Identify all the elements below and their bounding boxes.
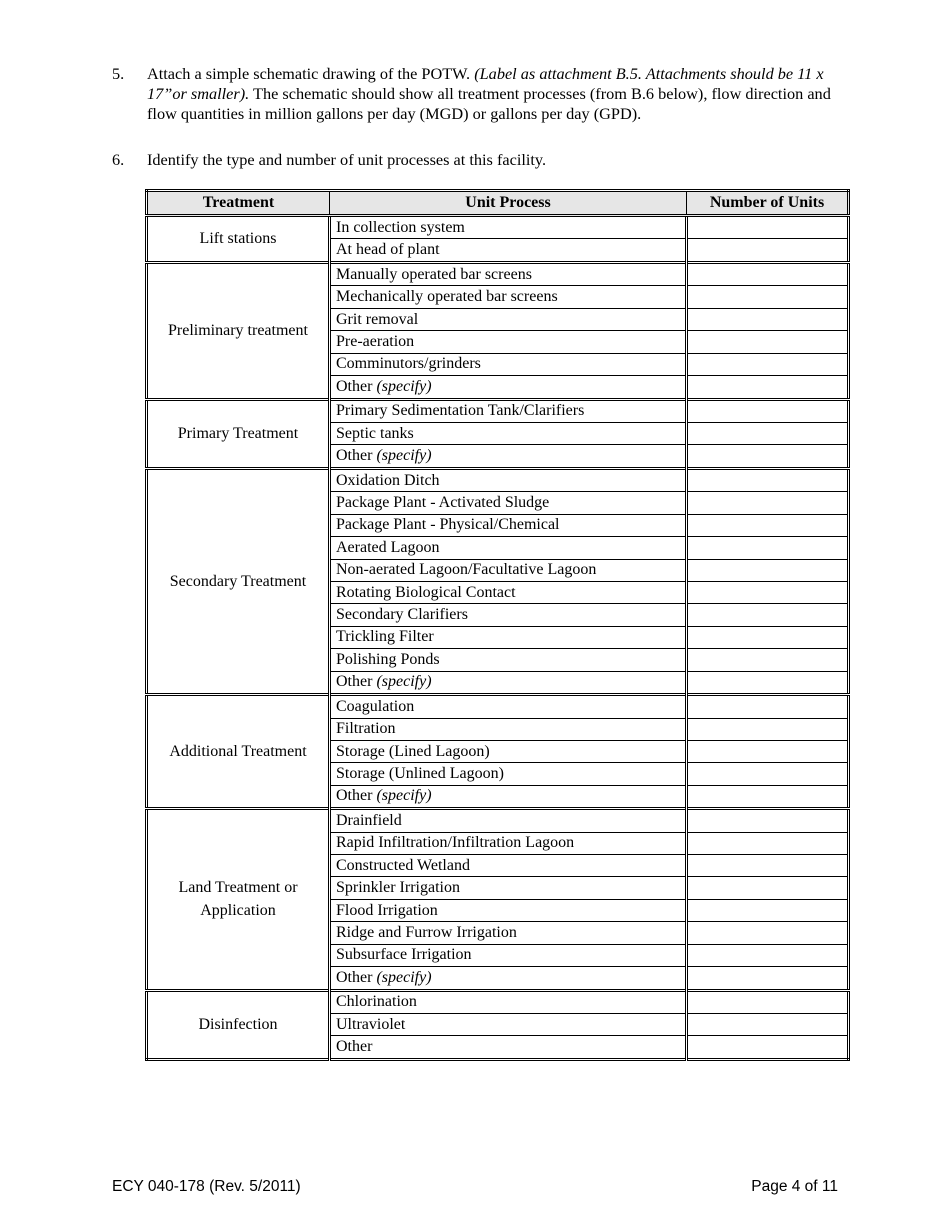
unit-process-cell <box>330 262 687 285</box>
item-text-part: The schematic should show all treatment processes (from B.6 below), flow direction and flow quantities in million gallons per day (MGD) or gallons per day (GPD). <box>147 84 831 123</box>
unit-process-cell <box>330 581 687 603</box>
unit-process-label: Oxidation Ditch <box>336 471 440 489</box>
number-of-units-input[interactable] <box>687 718 849 740</box>
table-row <box>147 990 849 1013</box>
unit-process-label: Ultraviolet <box>336 1015 406 1033</box>
unit-process-label: Rotating Biological Contact <box>336 583 516 601</box>
unit-process-cell <box>330 809 687 832</box>
instruction-item-6 <box>112 150 837 170</box>
treatment-category: Preliminary treatment <box>147 262 330 399</box>
unit-process-label: Grit removal <box>336 310 419 328</box>
unit-process-cell <box>330 1036 687 1060</box>
unit-process-label: Package Plant - Activated Sludge <box>336 494 550 512</box>
number-of-units-input[interactable] <box>687 445 849 468</box>
unit-process-label: Aerated Lagoon <box>336 538 440 556</box>
number-of-units-input[interactable] <box>687 922 849 944</box>
item-text: Identify the type and number of unit processes at this facility. <box>147 150 547 169</box>
specify-note: (specify) <box>376 377 432 395</box>
treatment-category: Lift stations <box>147 216 330 263</box>
number-of-units-input[interactable] <box>687 559 849 581</box>
unit-process-cell <box>330 559 687 581</box>
form-id: ECY 040-178 (Rev. 5/2011) <box>112 1178 301 1195</box>
unit-process-table <box>145 189 850 1061</box>
number-of-units-input[interactable] <box>687 740 849 762</box>
unit-process-label: Chlorination <box>336 993 417 1011</box>
specify-note: (specify) <box>376 968 432 986</box>
unit-process-label: Non-aerated Lagoon/Facultative Lagoon <box>336 561 597 579</box>
unit-process-label: Primary Sedimentation Tank/Clarifiers <box>336 402 585 420</box>
number-of-units-input[interactable] <box>687 492 849 514</box>
unit-process-cell <box>330 353 687 375</box>
table-row <box>147 399 849 422</box>
unit-process-label: Other <box>336 377 373 395</box>
header-number-of-units: Number of Units <box>687 191 849 216</box>
number-of-units-input[interactable] <box>687 308 849 330</box>
unit-process-label: Manually operated bar screens <box>336 265 532 283</box>
unit-process-label: Ridge and Furrow Irrigation <box>336 923 517 941</box>
header-treatment: Treatment <box>147 191 330 216</box>
instruction-item-5 <box>112 64 837 124</box>
unit-process-label: Package Plant - Physical/Chemical <box>336 516 560 534</box>
number-of-units-input[interactable] <box>687 809 849 832</box>
unit-process-cell <box>330 308 687 330</box>
table-row <box>147 216 849 239</box>
number-of-units-input[interactable] <box>687 944 849 966</box>
table-row <box>147 262 849 285</box>
specify-note: (specify) <box>376 447 432 465</box>
table-row <box>147 809 849 832</box>
unit-process-label: Polishing Ponds <box>336 650 440 668</box>
unit-process-label: Septic tanks <box>336 424 414 442</box>
number-of-units-input[interactable] <box>687 604 849 626</box>
unit-process-cell <box>330 718 687 740</box>
unit-process-cell <box>330 944 687 966</box>
unit-process-cell <box>330 492 687 514</box>
unit-process-label: Mechanically operated bar screens <box>336 288 558 306</box>
unit-process-label: In collection system <box>336 218 465 236</box>
unit-process-label: Constructed Wetland <box>336 856 470 874</box>
specify-note: (specify) <box>376 673 432 691</box>
item-number: 6. <box>112 150 125 169</box>
unit-process-cell <box>330 445 687 468</box>
unit-process-cell <box>330 1014 687 1036</box>
number-of-units-input[interactable] <box>687 855 849 877</box>
unit-process-cell <box>330 990 687 1013</box>
unit-process-cell <box>330 468 687 491</box>
unit-process-label: Other <box>336 673 373 691</box>
number-of-units-input[interactable] <box>687 216 849 239</box>
unit-process-label: Subsurface Irrigation <box>336 946 472 964</box>
unit-process-cell <box>330 740 687 762</box>
treatment-category: Primary Treatment <box>147 399 330 468</box>
unit-process-cell <box>330 422 687 444</box>
unit-process-cell <box>330 537 687 559</box>
page-number: Page 4 of 11 <box>751 1178 838 1195</box>
number-of-units-input[interactable] <box>687 376 849 399</box>
unit-process-label: Other <box>336 968 373 986</box>
item-text <box>147 64 837 124</box>
unit-process-cell <box>330 855 687 877</box>
unit-process-cell <box>330 877 687 899</box>
number-of-units-input[interactable] <box>687 671 849 694</box>
unit-process-cell <box>330 239 687 262</box>
unit-process-label: Comminutors/grinders <box>336 355 481 373</box>
unit-process-cell <box>330 626 687 648</box>
number-of-units-input[interactable] <box>687 832 849 854</box>
unit-process-cell <box>330 671 687 694</box>
unit-process-cell <box>330 286 687 308</box>
number-of-units-input[interactable] <box>687 514 849 536</box>
item-text-part: Attach a simple schematic drawing of the POTW. <box>147 64 475 83</box>
header-unit-process: Unit Process <box>330 191 687 216</box>
unit-process-cell <box>330 922 687 944</box>
unit-process-label: Other <box>336 447 373 465</box>
number-of-units-input[interactable] <box>687 990 849 1013</box>
unit-process-cell <box>330 604 687 626</box>
specify-note: (specify) <box>376 787 432 805</box>
unit-process-label: Storage (Lined Lagoon) <box>336 742 490 760</box>
number-of-units-input[interactable] <box>687 626 849 648</box>
treatment-category: Disinfection <box>147 990 330 1059</box>
item-text-italic: (Label as attachment B.5. Attachments should be 11 x 17”or smaller). <box>147 64 824 103</box>
unit-process-cell <box>330 785 687 808</box>
number-of-units-input[interactable] <box>687 537 849 559</box>
unit-process-label: Other <box>336 787 373 805</box>
number-of-units-input[interactable] <box>687 1036 849 1060</box>
number-of-units-input[interactable] <box>687 763 849 785</box>
number-of-units-input[interactable] <box>687 785 849 808</box>
unit-process-cell <box>330 216 687 239</box>
number-of-units-input[interactable] <box>687 399 849 422</box>
unit-process-label: Filtration <box>336 720 396 738</box>
number-of-units-input[interactable] <box>687 262 849 285</box>
number-of-units-input[interactable] <box>687 331 849 353</box>
unit-process-label: Storage (Unlined Lagoon) <box>336 765 504 783</box>
number-of-units-input[interactable] <box>687 468 849 491</box>
number-of-units-input[interactable] <box>687 877 849 899</box>
unit-process-label: Trickling Filter <box>336 628 434 646</box>
number-of-units-input[interactable] <box>687 1014 849 1036</box>
unit-process-cell <box>330 376 687 399</box>
number-of-units-input[interactable] <box>687 581 849 603</box>
treatment-category: Secondary Treatment <box>147 468 330 694</box>
unit-process-cell <box>330 899 687 921</box>
unit-process-cell <box>330 649 687 671</box>
unit-process-label: Drainfield <box>336 811 402 829</box>
unit-process-cell <box>330 399 687 422</box>
unit-process-label: Rapid Infiltration/Infiltration Lagoon <box>336 834 575 852</box>
number-of-units-input[interactable] <box>687 899 849 921</box>
unit-process-cell <box>330 695 687 718</box>
unit-process-cell <box>330 763 687 785</box>
unit-process-label: Sprinkler Irrigation <box>336 879 460 897</box>
number-of-units-input[interactable] <box>687 422 849 444</box>
number-of-units-input[interactable] <box>687 695 849 718</box>
number-of-units-input[interactable] <box>687 967 849 990</box>
unit-process-label: Coagulation <box>336 697 415 715</box>
item-number: 5. <box>112 64 125 83</box>
number-of-units-input[interactable] <box>687 239 849 262</box>
number-of-units-input[interactable] <box>687 353 849 375</box>
unit-process-cell <box>330 331 687 353</box>
unit-process-label: Other <box>336 1038 373 1056</box>
number-of-units-input[interactable] <box>687 649 849 671</box>
unit-process-cell <box>330 514 687 536</box>
table-header-row <box>147 191 849 216</box>
unit-process-label: Pre-aeration <box>336 332 415 350</box>
unit-process-cell <box>330 967 687 990</box>
number-of-units-input[interactable] <box>687 286 849 308</box>
unit-process-label: Flood Irrigation <box>336 901 438 919</box>
unit-process-label: Secondary Clarifiers <box>336 606 468 624</box>
treatment-category: Additional Treatment <box>147 695 330 809</box>
unit-process-cell <box>330 832 687 854</box>
unit-process-label: At head of plant <box>336 241 440 259</box>
treatment-category: Land Treatment or Application <box>147 809 330 990</box>
table-row <box>147 468 849 491</box>
table-row <box>147 695 849 718</box>
